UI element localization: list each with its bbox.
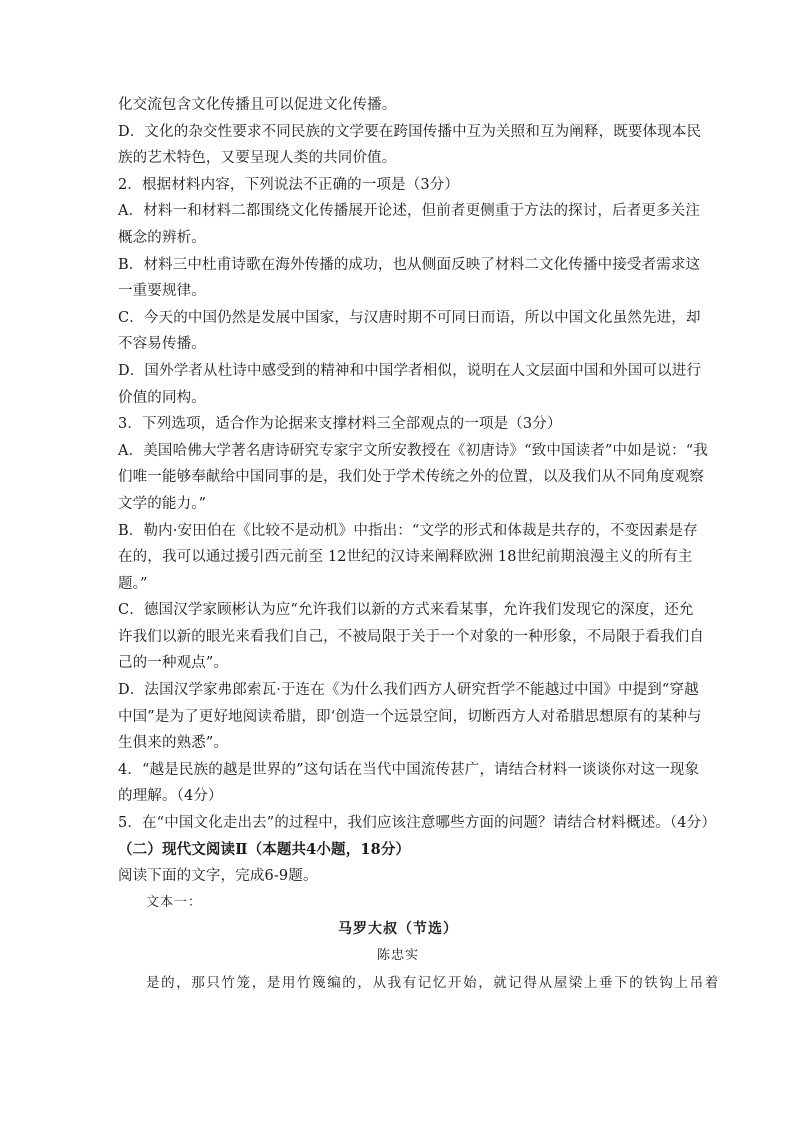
option-c-line: C．德国汉学家顾彬认为应“允许我们以新的方式来看某事，允许我们发现它的深度，还允	[118, 602, 694, 619]
text-label: 文本一：	[146, 894, 203, 910]
section-heading: （二）现代文阅读Ⅱ（本题共4小题，18分）	[118, 840, 411, 858]
story-title: 马罗大叔（节选）	[338, 921, 458, 938]
text-line: 概念的辨析。	[118, 229, 206, 246]
option-b-line: B．勒内·安田伯在《比较不是动机》中指出：“文学的形式和体裁是共存的，不变因素是存	[118, 522, 698, 539]
text-line: 中国”是为了更好地阅读希腊，即‘创造一个远景空间，切断西方人对希腊思想原有的某种与	[118, 708, 702, 725]
page-content	[118, 92, 720, 996]
question-4: 4．“越是民族的越是世界的”这句话在当代中国流传甚广，请结合材料一谈谈你对这一现象	[118, 761, 700, 778]
option-d-line: D．文化的杂交性要求不同民族的文学要在跨国传播中互为关照和互为阐释，既要体现本民	[118, 123, 702, 140]
text-line: 一重要规律。	[118, 283, 206, 300]
text-line: 不容易传播。	[118, 336, 206, 353]
option-b-line: B．材料三中杜甫诗歌在海外传播的成功，也从侧面反映了材料二文化传播中接受者需求这	[118, 256, 701, 273]
section-instruction: 阅读下面的文字，完成6-9题。	[118, 868, 318, 885]
option-a-line: A．材料一和材料二都围绕文化传播展开论述，但前者更侧重于方法的探讨，后者更多关注	[118, 203, 700, 220]
text-line: 己的一种观点”。	[118, 655, 229, 672]
question-2: 2．根据材料内容，下列说法不正确的一项是（3分）	[118, 176, 460, 193]
text-line: 族的艺术特色，又要呈现人类的共同价值。	[118, 150, 397, 167]
text-line: 化交流包含文化传播且可以促进文化传播。	[118, 97, 397, 113]
story-first-line: 是的，那只竹笼，是用竹篾编的，从我有记忆开始，就记得从屋梁上垂下的铁钩上吊着	[146, 974, 720, 991]
text-line: 在的，我可以通过援引西元前至 12世纪的汉诗来阐释欧洲 18世纪前期浪漫主义的所有主	[118, 549, 693, 566]
text-line: 的理解。（4分）	[118, 788, 223, 805]
option-c-line: C．今天的中国仍然是发展中国家，与汉唐时期不可同日而语，所以中国文化虽然先进，却	[118, 309, 701, 326]
text-line: 们唯一能够奉献给中国同事的是，我们处于学术传统之外的位置，以及我们从不同角度观察	[118, 469, 704, 486]
story-author: 陈忠实	[376, 948, 419, 963]
text-line: 价值的同构。	[118, 389, 206, 406]
text-line: 许我们以新的眼光来看我们自己，不被局限于关于一个对象的一种形象，不局限于看我们自	[118, 628, 704, 645]
option-d-line: D．国外学者从杜诗中感受到的精神和中国学者相似，说明在人文层面中国和外国可以进行	[118, 362, 702, 379]
question-3: 3．下列选项，适合作为论据来支撑材料三全部观点的一项是（3分）	[118, 416, 562, 433]
option-d-line: D．法国汉学家弗郎索瓦·于连在《为什么我们西方人研究哲学不能越过中国》中提到“穿越	[118, 682, 699, 699]
text-line: 文学的能力。”	[118, 495, 207, 512]
question-5: 5．在“中国文化走出去”的过程中，我们应该注意哪些方面的问题？请结合材料概述。（4分）	[118, 815, 716, 832]
text-line: 生俱来的熟悉”。	[118, 735, 229, 752]
option-a-line: A．美国哈佛大学著名唐诗研究专家宇文所安教授在《初唐诗》“致中国读者”中如是说：“我	[118, 442, 709, 459]
text-line: 题。”	[118, 575, 148, 592]
